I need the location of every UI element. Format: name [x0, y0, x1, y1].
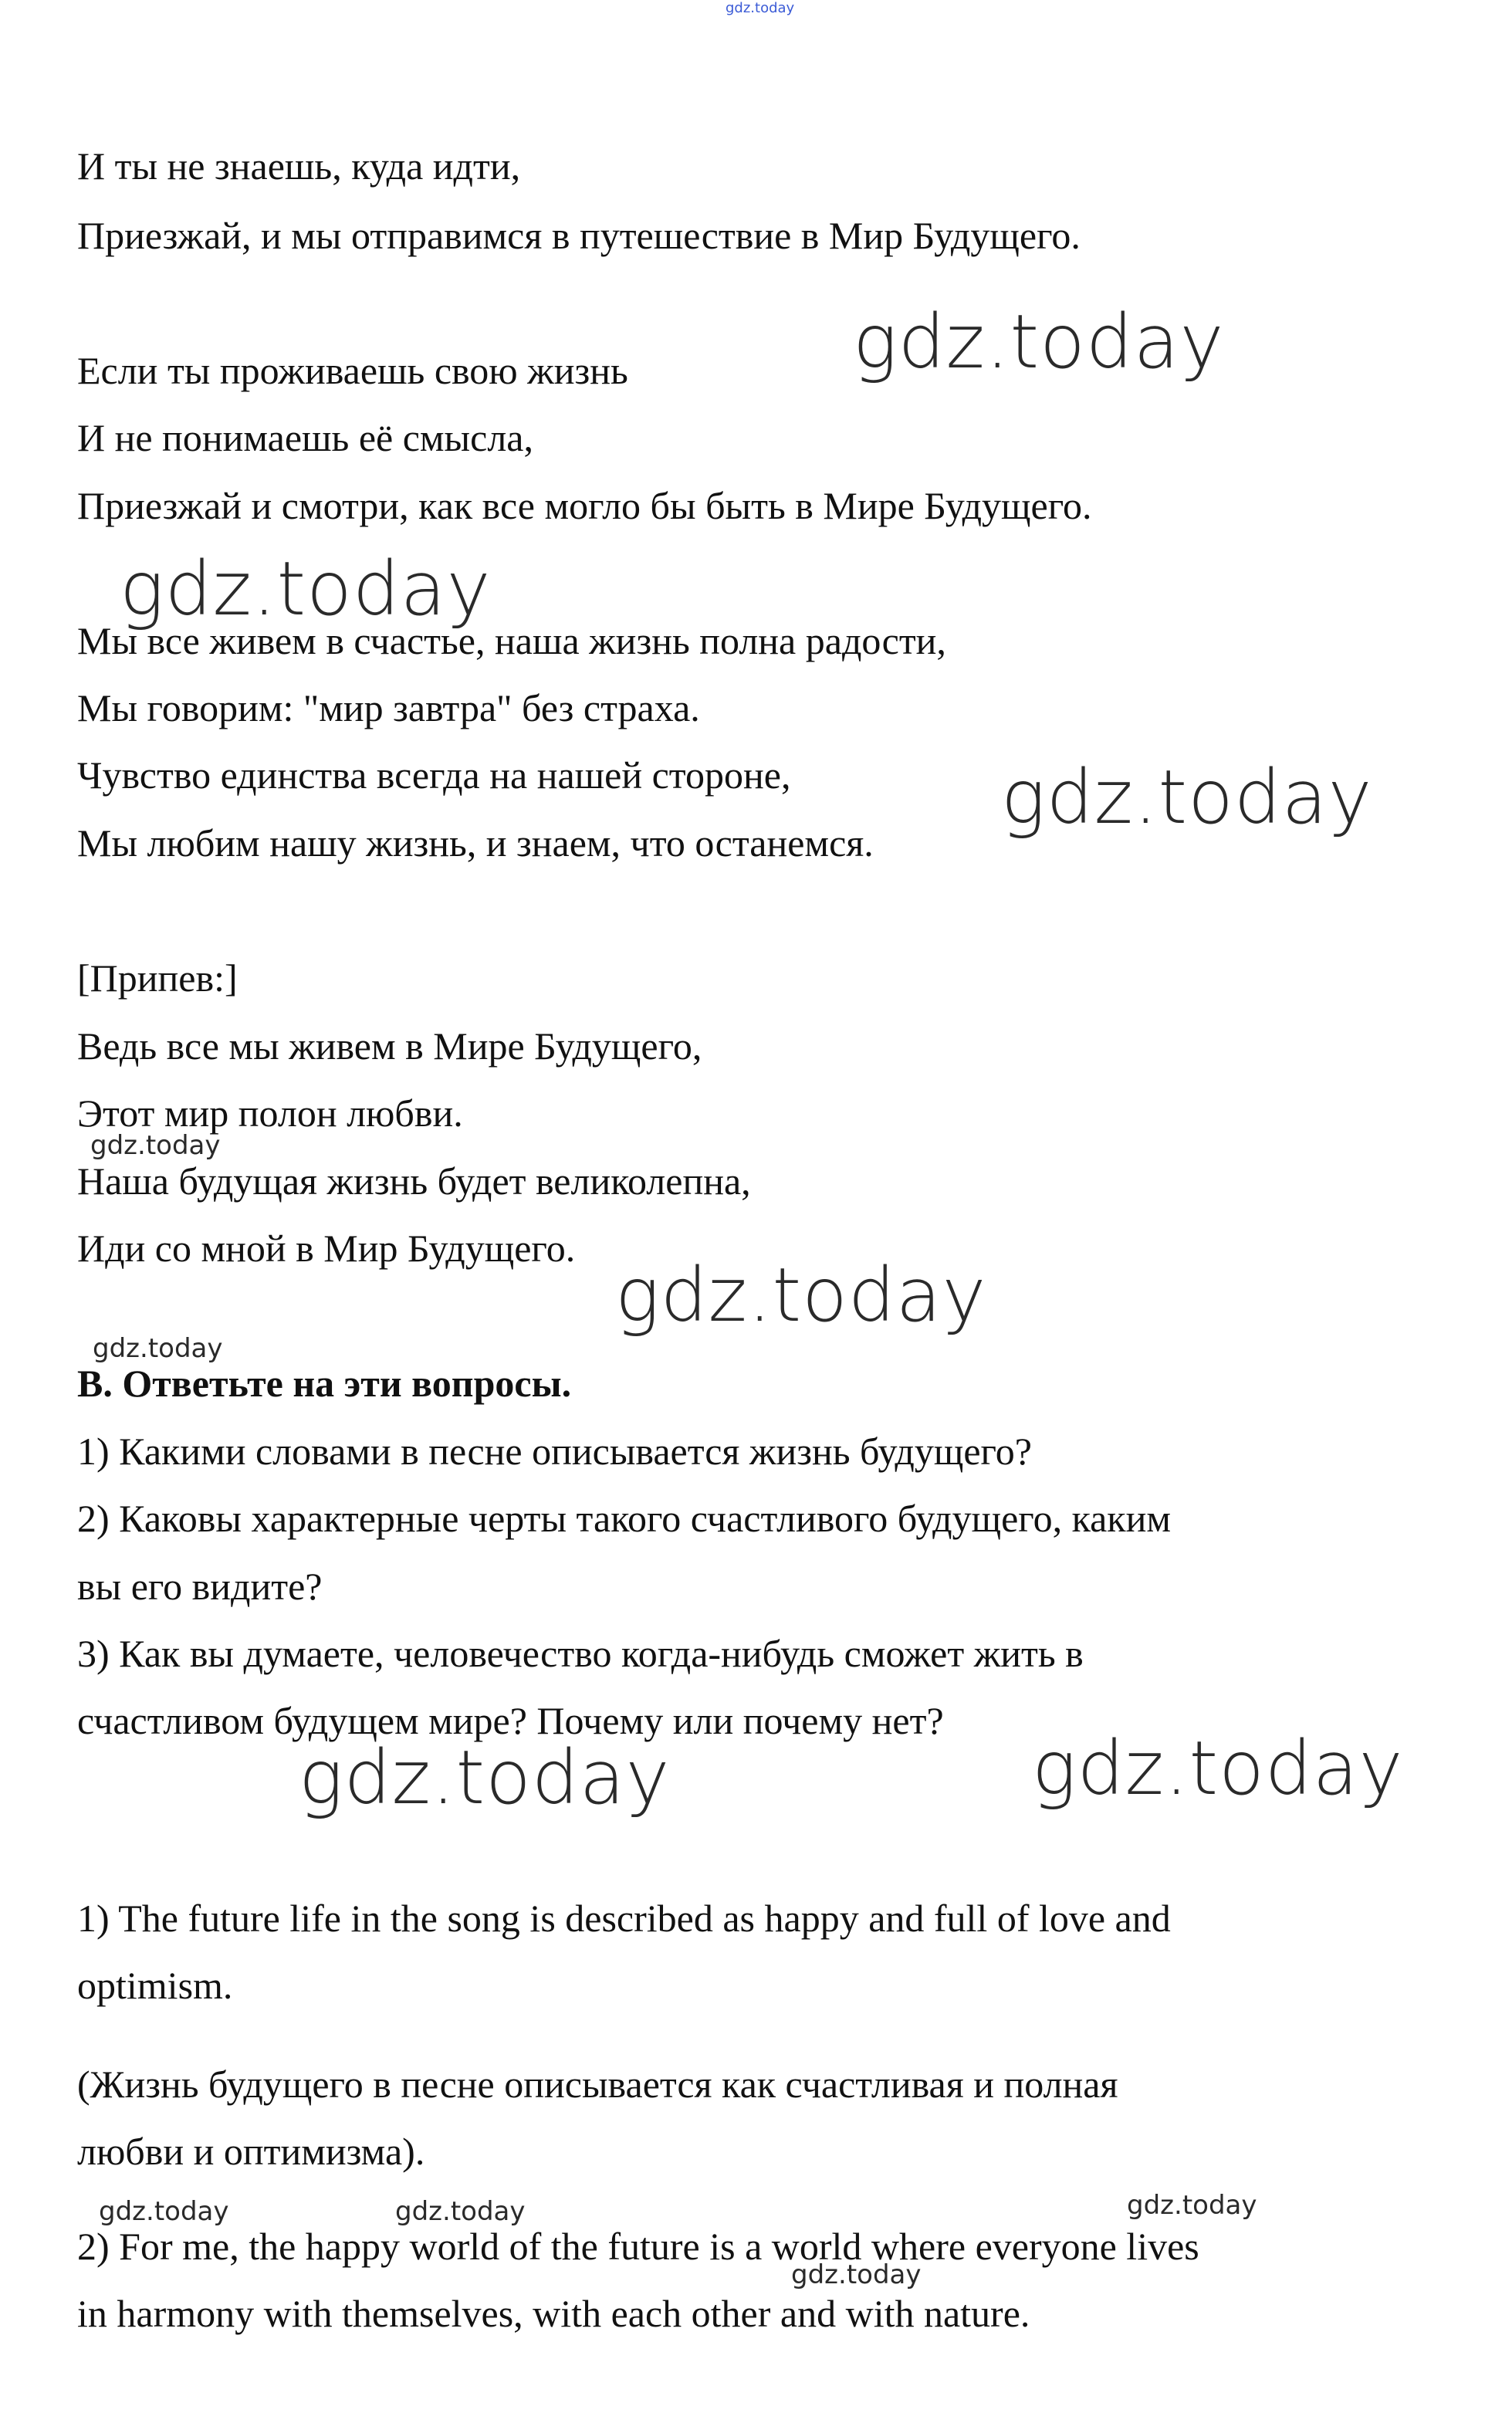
song-line: Мы любим нашу жизнь, и знаем, что останемся. — [77, 821, 874, 865]
watermark-small: gdz.today — [99, 2196, 229, 2227]
answer-line: любви и оптимизма). — [77, 2130, 425, 2173]
watermark: gdz.today — [1032, 1725, 1404, 1812]
watermark: gdz.today — [615, 1252, 987, 1338]
watermark-top: gdz.today — [726, 0, 795, 16]
song-line: Приезжай и смотри, как все могло бы быть в Мире Будущего. — [77, 484, 1092, 527]
watermark-small: gdz.today — [395, 2196, 526, 2227]
song-line: Мы говорим: "мир завтра" без страха. — [77, 686, 700, 729]
answer-line: 1) The future life in the song is described as happy and full of love and — [77, 1897, 1171, 1940]
watermark-small: gdz.today — [93, 1333, 223, 1364]
song-line: Наша будущая жизнь будет великолепна, — [77, 1159, 751, 1203]
song-line: Чувство единства всегда на нашей стороне, — [77, 753, 791, 797]
question-line: 3) Как вы думаете, человечество когда-нибудь сможет жить в — [77, 1632, 1084, 1675]
song-line: Если ты проживаешь свою жизнь — [77, 349, 628, 392]
song-line: Этот мир полон любви. — [77, 1091, 463, 1135]
watermark: gdz.today — [853, 299, 1225, 385]
answer-line: (Жизнь будущего в песне описывается как счастливая и полная — [77, 2063, 1118, 2106]
song-line: И ты не знаешь, куда идти, — [77, 144, 521, 188]
song-line: Мы все живем в счастье, наша жизнь полна радости, — [77, 619, 946, 662]
chorus-label: [Припев:] — [77, 956, 238, 1000]
watermark: gdz.today — [299, 1734, 671, 1821]
answer-line: in harmony with themselves, with each other and with nature. — [77, 2292, 1030, 2335]
watermark: gdz.today — [120, 546, 492, 632]
question-line: вы его видите? — [77, 1565, 323, 1608]
watermark-small: gdz.today — [791, 2259, 922, 2290]
section-heading: B. Ответьте на эти вопросы. — [77, 1362, 572, 1405]
song-line: И не понимаешь её смысла, — [77, 416, 533, 459]
question-line: счастливом будущем мире? Почему или почему нет? — [77, 1699, 944, 1742]
watermark-small: gdz.today — [1127, 2190, 1257, 2221]
song-line: Приезжай, и мы отправимся в путешествие в Мир Будущего. — [77, 214, 1081, 257]
question-line: 2) Каковы характерные черты такого счастливого будущего, каким — [77, 1497, 1171, 1540]
watermark: gdz.today — [1001, 754, 1373, 841]
song-line: Ведь все мы живем в Мире Будущего, — [77, 1024, 702, 1068]
song-line: Иди со мной в Мир Будущего. — [77, 1227, 576, 1270]
question-line: 1) Какими словами в песне описывается жизнь будущего? — [77, 1430, 1032, 1473]
answer-line: 2) For me, the happy world of the future is a world where everyone lives — [77, 2225, 1199, 2268]
watermark-small: gdz.today — [90, 1130, 221, 1161]
answer-line: optimism. — [77, 1964, 233, 2007]
